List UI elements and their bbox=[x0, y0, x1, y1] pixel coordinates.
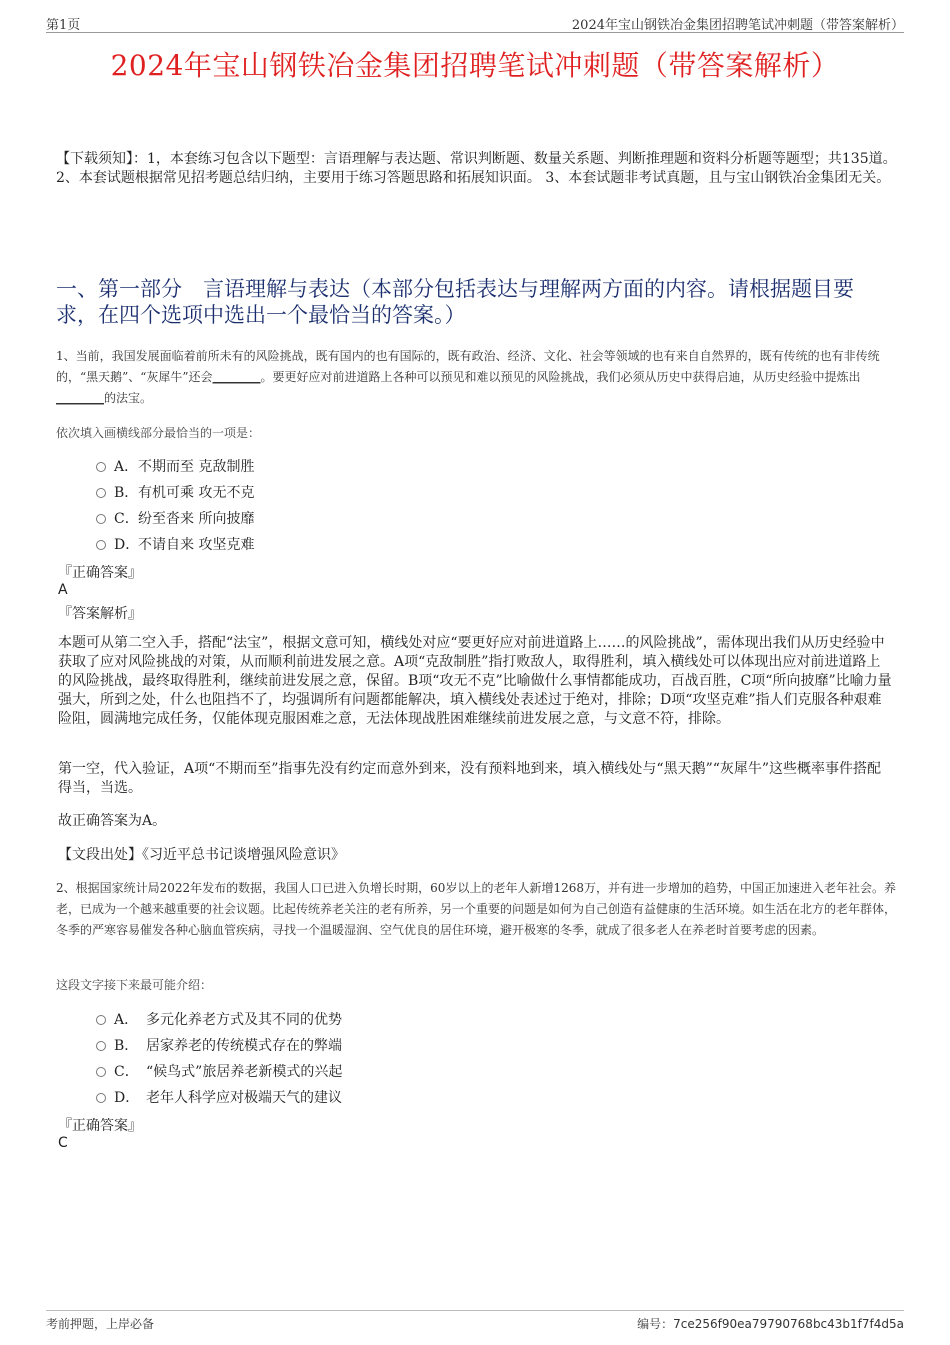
radio-icon[interactable] bbox=[96, 462, 106, 472]
footer-code: 编号：7ce256f90ea79790768bc43b1f7f4d5a bbox=[637, 1317, 904, 1331]
question-1-options bbox=[96, 453, 254, 557]
question-1-text: 1、当前，我国发展面临着前所未有的风险挑战，既有国内的也有国际的，既有政治、经济、文化、社会等领域的也有来自自然界的，既有传统的也有非传统的，“黑天鹅”、“灰犀牛”还会________。要更好应对前进道路上各种可以预见和难以预见的风险挑战，我们必须从历史中获得启迪，从历史经验中提炼出________的法宝。 bbox=[56, 349, 880, 405]
radio-icon[interactable] bbox=[96, 540, 106, 550]
question-2-text: 2、根据国家统计局2022年发布的数据，我国人口已进入负增长时期，60岁以上的老年人新增1268万，并有进一步增加的趋势，中国正加速进入老年社会。养老，已成为一个越来越重要的社会议题。比起传统养老关注的老有所养，另一个重要的问题是如何为自己创造有益健康的生活环境。如生活在北方的老年群体，冬季的严寒容易催发各种心脑血管疾病，寻找一个温暖湿润、空气优良的居住环境，避开极寒的冬季，就成了很多老人在养老时首要考虑的因素。 bbox=[56, 881, 897, 937]
page-number: 第1页 bbox=[46, 18, 81, 33]
section-heading: 一、第一部分 言语理解与表达（本部分包括表达与理解两方面的内容。请根据题目要求，在四个选项中选出一个最恰当的答案。） bbox=[56, 277, 854, 327]
radio-icon[interactable] bbox=[96, 514, 106, 524]
q1-option-b[interactable]: B． 有机可乘 攻无不克 bbox=[96, 479, 254, 505]
q1-answer-label: 『正确答案』 bbox=[58, 565, 142, 581]
q1-analysis-paragraph-2: 第一空，代入验证，A项“不期而至”指事先没有约定而意外到来，没有预料地到来，填入横线处与“黑天鹅”“灰犀牛”这些概率事件搭配得当，当选。 bbox=[58, 761, 882, 796]
radio-icon[interactable] bbox=[96, 1041, 106, 1051]
page-header bbox=[46, 12, 904, 33]
q2-option-a[interactable]: A． 多元化养老方式及其不同的优势 bbox=[96, 1006, 342, 1032]
q2-option-d[interactable]: D． 老年人科学应对极端天气的建议 bbox=[96, 1084, 342, 1110]
page-footer bbox=[46, 1310, 904, 1331]
q1-analysis-paragraph-3: 故正确答案为A。 bbox=[58, 813, 167, 829]
blank-2: ________ bbox=[56, 391, 104, 405]
q1-option-a[interactable]: A． 不期而至 克敌制胜 bbox=[96, 453, 254, 479]
q1-option-d[interactable]: D． 不请自来 攻坚克难 bbox=[96, 531, 254, 557]
header-doc-title: 2024年宝山钢铁冶金集团招聘笔试冲刺题（带答案解析） bbox=[571, 18, 904, 33]
q1-answer: A bbox=[58, 582, 68, 598]
download-notice: 【下载须知】：1，本套练习包含以下题型：言语理解与表达题、常识判断题、数量关系题、判断推理题和资料分析题等题型；共135道。 2、本套试题根据常见招考题总结归纳，主要用于练习答题思路和拓展知识面。 3、本套试题非考试真题，且与宝山钢铁冶金集团无关。 bbox=[56, 151, 897, 186]
radio-icon[interactable] bbox=[96, 1093, 106, 1103]
radio-icon[interactable] bbox=[96, 488, 106, 498]
blank-1: ________ bbox=[212, 370, 261, 384]
q1-analysis-label: 『答案解析』 bbox=[58, 606, 142, 622]
q2-option-c[interactable]: C． “候鸟式”旅居养老新模式的兴起 bbox=[96, 1058, 342, 1084]
q1-option-c[interactable]: C． 纷至沓来 所向披靡 bbox=[96, 505, 254, 531]
q2-option-b[interactable]: B． 居家养老的传统模式存在的弊端 bbox=[96, 1032, 342, 1058]
radio-icon[interactable] bbox=[96, 1015, 106, 1025]
footer-slogan: 考前押题，上岸必备 bbox=[46, 1317, 155, 1331]
document-title: 2024年宝山钢铁冶金集团招聘笔试冲刺题（带答案解析） bbox=[110, 49, 840, 82]
radio-icon[interactable] bbox=[96, 1067, 106, 1077]
question-2-options bbox=[96, 1006, 342, 1110]
q1-source: 【文段出处】《习近平总书记谈增强风险意识》 bbox=[58, 847, 345, 863]
question-1-prompt: 依次填入画横线部分最恰当的一项是： bbox=[56, 426, 261, 440]
q2-answer: C bbox=[58, 1135, 68, 1151]
q1-analysis-paragraph-1: 本题可从第二空入手，搭配“法宝”，根据文意可知，横线处对应“要更好应对前进道路上……的风险挑战”，需体现出我们从历史经验中获取了应对风险挑战的对策，从而顺利前进发展之意。A项“克敌制胜”指打败敌人，取得胜利，填入横线处可以体现出应对前进道路上的风险挑战，最终取得胜利，继续前进发展之意，保留。B项“攻无不克”比喻做什么事情都能成功，百战百胜，C项“所向披靡”比喻力量强大，所到之处，什么也阻挡不了，均强调所有问题都能解决，填入横线处表述过于绝对，排除；D项“攻坚克难”指人们克服各种艰难险阻，圆满地完成任务，仅能体现克服困难之意，无法体现战胜困难继续前进发展之意，与文意不符，排除。 bbox=[58, 635, 892, 727]
q2-answer-label: 『正确答案』 bbox=[58, 1118, 142, 1134]
question-2-prompt: 这段文字接下来最可能介绍： bbox=[56, 978, 213, 992]
